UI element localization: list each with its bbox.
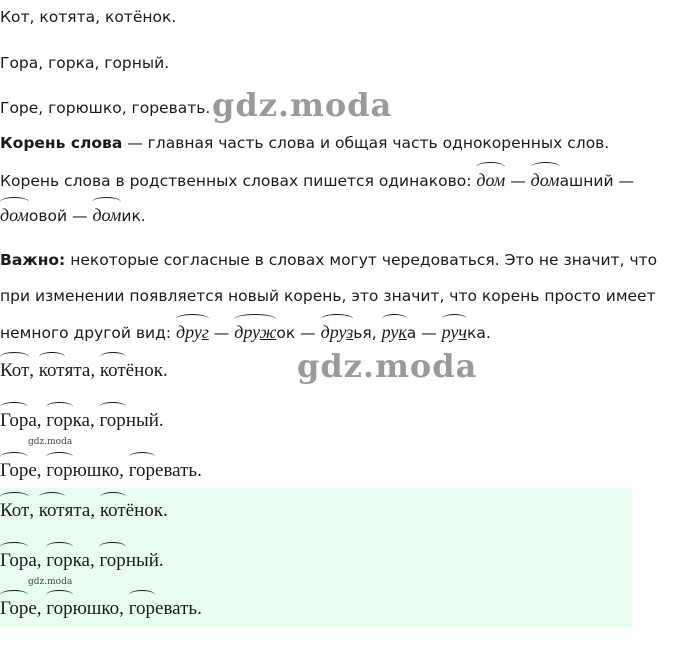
- suffix: а,: [28, 550, 42, 571]
- root-mark: гор: [46, 550, 73, 571]
- line-gora: Гора, горка, горный.: [0, 54, 170, 72]
- root-mark: гор: [99, 410, 126, 431]
- suffix: а,: [28, 410, 42, 431]
- suffix: ята,: [64, 500, 96, 521]
- spelling-line-1: [0, 170, 634, 191]
- root-mark: гор: [46, 598, 73, 619]
- root-line-kot: [0, 360, 168, 382]
- root-mark: Кот: [0, 500, 30, 521]
- suffix: а: [406, 324, 417, 342]
- spelling-line-2: [0, 205, 146, 226]
- line-kot: Кот, котята, котёнок.: [0, 8, 177, 26]
- root-line-gore: [0, 460, 202, 482]
- root-mark: Гор: [0, 460, 29, 481]
- root-mark: Кот: [0, 360, 30, 381]
- suffix: ный.: [125, 550, 164, 571]
- definition-term: Корень слова: [0, 134, 123, 152]
- suffix: ,: [29, 500, 35, 521]
- important-label: Важно:: [0, 251, 66, 269]
- root-mark: кот: [38, 500, 65, 521]
- root-mark: Гор: [0, 410, 29, 431]
- suffix: ик.: [121, 207, 146, 225]
- important-text: некоторые согласные в словах могут чередоваться. Это не значит, что: [65, 251, 658, 269]
- dash: —: [505, 172, 531, 190]
- watermark-logo: gdz.moda: [212, 86, 393, 124]
- suffix: е,: [28, 598, 42, 619]
- root-mark: кот: [99, 360, 126, 381]
- root-druzh: друж: [234, 322, 277, 342]
- important-line-1: [0, 251, 657, 269]
- root-line-gora: [0, 550, 164, 572]
- root-druz: друз: [320, 322, 354, 342]
- important-line-2: при изменении появляется новый корень, это значит, что корень просто имеет: [0, 287, 656, 305]
- suffix: овой —: [28, 207, 93, 225]
- root-ruk: рук: [381, 322, 407, 342]
- suffix: ный.: [125, 410, 164, 431]
- important-line-3: [0, 322, 491, 343]
- suffix: евать.: [155, 598, 202, 619]
- root-mark: гор: [99, 550, 126, 571]
- suffix: евать.: [155, 460, 202, 481]
- suffix: ёнок.: [125, 500, 168, 521]
- suffix: ка,: [72, 410, 95, 431]
- suffix: ашний —: [559, 172, 634, 190]
- suffix: ,: [29, 360, 35, 381]
- root-mark: гор: [128, 460, 156, 481]
- suffix: юшко,: [72, 598, 124, 619]
- root-line-gora: [0, 410, 164, 432]
- root-dom: дом: [0, 205, 29, 225]
- dash: —: [208, 324, 235, 342]
- suffix: ка,: [72, 550, 95, 571]
- dash: —: [295, 324, 321, 342]
- root-dom: дом: [92, 205, 122, 225]
- root-line-gore: [0, 598, 202, 620]
- root-dom: дом: [530, 170, 560, 190]
- line-gore: Горе, горюшко, горевать.: [0, 99, 211, 117]
- root-dom: дом: [476, 170, 506, 190]
- root-mark: гор: [46, 410, 73, 431]
- root-mark: кот: [38, 360, 65, 381]
- important-text: немного другой вид:: [0, 324, 176, 342]
- root-line-kot: [0, 500, 168, 522]
- suffix: юшко,: [72, 460, 124, 481]
- suffix: ка.: [467, 324, 491, 342]
- definition-text: — главная часть слова и общая часть однокоренных слов.: [122, 134, 610, 152]
- suffix: ёнок.: [125, 360, 168, 381]
- root-drug: друг: [175, 322, 209, 342]
- suffix: ья,: [353, 324, 382, 342]
- spelling-text: Корень слова в родственных словах пишется одинаково:: [0, 172, 477, 190]
- definition-line: [0, 134, 609, 152]
- root-mark: Гор: [0, 550, 29, 571]
- root-mark: гор: [46, 460, 73, 481]
- suffix: ок: [276, 324, 296, 342]
- root-mark: Гор: [0, 598, 29, 619]
- root-mark: гор: [128, 598, 156, 619]
- suffix: ята,: [64, 360, 96, 381]
- root-ruch: руч: [441, 322, 467, 342]
- watermark-small: gdz.moda: [28, 437, 73, 447]
- root-mark: кот: [99, 500, 126, 521]
- suffix: е,: [28, 460, 42, 481]
- watermark-small: gdz.moda: [28, 577, 73, 587]
- dash: —: [416, 324, 442, 342]
- watermark-logo: gdz.moda: [297, 347, 478, 385]
